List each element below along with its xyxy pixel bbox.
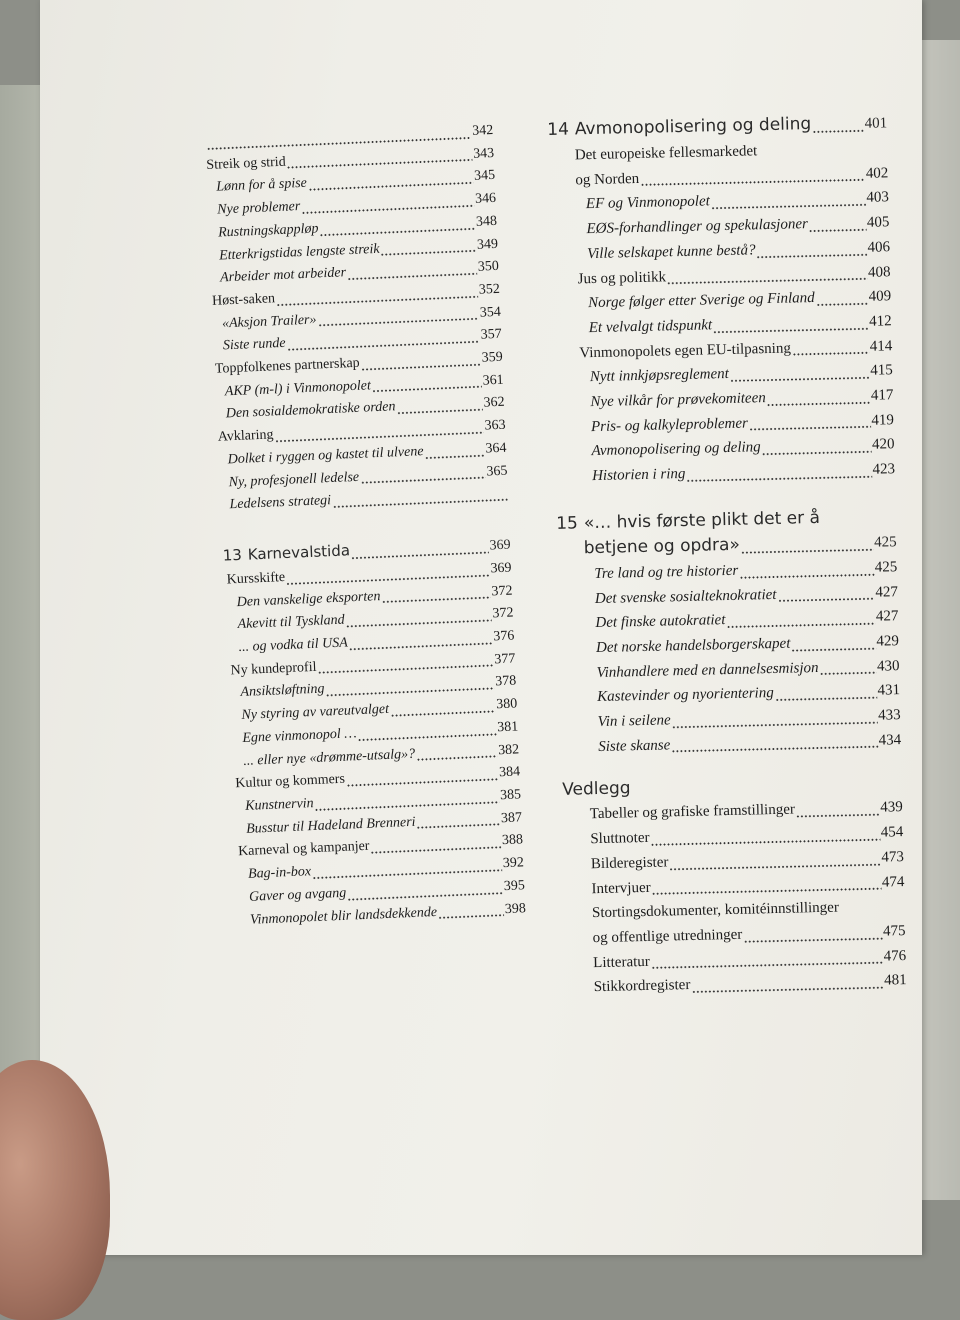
chapter-14-title: Avmonopolisering og deling [574,114,812,140]
toc-entry-page: 346 [474,190,497,207]
toc-entry-title: Rustningskappløp [217,221,319,241]
leader-dots [713,327,868,333]
toc-entry-title: Siste runde [222,336,286,354]
chapter-14-page: 401 [864,115,888,132]
toc-entry-title: Den sosialdemokratiske orden [225,399,396,422]
toc-entry-page: 348 [475,213,498,230]
chapter-15-number: 15 [555,513,579,534]
toc-entry-page: 382 [497,741,520,758]
leader-dots [762,451,871,455]
toc-entry-page: 343 [472,145,495,162]
toc-entry-title: Egne vinmonopol … [242,726,357,746]
leader-dots [438,914,504,919]
toc-entry-title: Avmonopolisering og deling [591,439,761,460]
leader-dots [372,386,482,393]
leader-dots [778,598,875,602]
toc-entry-title: Busstur til Hadeland Brenneri [245,814,416,837]
toc-entry-page: 361 [482,372,504,389]
toc-entry-page: 454 [880,824,904,841]
toc-entry-page: 369 [490,560,512,577]
chapter-15-page: 425 [874,534,897,551]
leader-dots [360,477,485,484]
toc-entry-title: Tre land og tre historier [594,562,739,582]
leader-dots [640,179,865,186]
toc-entry-title: Kultur og kommers [235,771,346,792]
toc-entry-page: 380 [495,696,518,713]
toc-entry-title: Stikkordregister [593,977,691,996]
toc-entry-title: Norge følger etter Sverige og Finland [588,290,815,312]
toc-entry-page: 431 [877,682,901,700]
leader-dots [358,733,497,741]
leader-dots [775,697,877,701]
toc-entry-page: 405 [866,214,890,231]
leader-dots [743,937,882,942]
toc-entry-title: Kastevinder og nyorientering [596,685,774,706]
toc-entry-page: 429 [876,633,900,650]
toc-entry-page: 474 [881,873,905,891]
leader-dots [749,426,871,431]
toc-entry-page: 430 [876,657,900,675]
toc-entry-page: 388 [501,832,524,849]
toc-entry-title: Bag-in-box [247,864,312,882]
toc-entry-title: Vinmonopolet blir landsdekkende [249,904,438,928]
chapter-15-title-line1: «… hvis første plikt det er å [583,507,821,534]
toc-entry-page: 476 [883,947,907,965]
toc-entry-title: Det norske handelsborgerskapet [595,635,791,656]
toc-entry-page: 350 [477,259,500,275]
leader-dots [651,839,880,846]
toc-entry-page: 359 [481,349,504,366]
toc-entry-page: 423 [872,461,896,478]
chapter-13-number: 13 [222,545,243,565]
toc-entry-page: 417 [870,387,894,404]
toc-entry-title: Ny, profesjonell ledelse [228,469,360,490]
chapter-13-page: 369 [489,537,511,554]
leader-dots [741,549,873,554]
toc-entry-page: 481 [883,972,907,989]
toc-entry-page: 402 [865,164,889,182]
leader-dots [651,962,883,969]
leader-dots [670,863,881,870]
toc-entry-title: Historien i ring [591,466,686,485]
toc-left-column [205,120,526,933]
leader-dots [767,401,870,405]
toc-entry-page: 362 [483,395,505,412]
toc-entry-title: Kursskifte [226,569,286,588]
toc-entry-title: Nytt innkjøpsreglement [589,366,730,386]
toc-entry-title: Dolket i ryggen og kastet til ulvene [227,443,424,468]
toc-entry-page: 473 [881,848,905,866]
toc-entry-title: Det europeiske fellesmarkedet [574,143,758,164]
toc-entry-title: Ny kundeprofil [230,659,317,679]
toc-entry-title: Tabeller og grafiske framstillinger [589,802,796,823]
toc-entry-title: Etterkrigstidas lengste streik [218,241,380,264]
toc-entry-title: og Norden [575,170,640,189]
toc-entry-title: Lønn for å spise [216,176,308,195]
toc-entry-page: 377 [494,651,516,668]
toc-entry-title: Siste skanse [598,737,671,755]
toc-entry-title: Nye problemer [216,199,301,218]
chapter-14-number: 14 [547,119,570,140]
leader-dots [349,642,493,650]
toc-entry-title: Ledelsens strategi [229,493,332,513]
toc-entry-page: 384 [498,764,521,781]
toc-entry-page: 433 [877,707,901,724]
chapter-13-list [223,558,526,933]
toc-entry-page: 439 [880,799,903,817]
toc-entry-title: Sluttnoter [590,830,650,848]
toc-entry-page: 349 [476,236,499,253]
toc-entry-page: 364 [485,440,507,457]
toc-entry-page: 392 [502,855,525,872]
toc-entry-page: 409 [868,288,892,305]
chapter-13-title: Karnevalstida [247,541,351,564]
toc-entry-title: Jus og politikk [577,268,667,287]
appendix-heading: Vedlegg [562,778,631,801]
toc-entry-title: Litteratur [592,953,650,971]
toc-entry-title: Ansiktsløftning [240,681,325,701]
leader-dots [672,721,877,728]
toc-entry-page: 385 [499,787,522,804]
toc-entry-title: Kunstnervin [244,796,314,814]
toc-entry-title: Stortingsdokumenter, komitéinnstillinger [591,899,840,922]
toc-entry-title: ... eller nye «drømme-utsalg»? [243,746,416,769]
chapter-15-list [557,555,901,760]
toc-entry-page: 419 [871,411,895,429]
toc-entry-page: 408 [867,263,891,281]
leader-dots [361,363,481,370]
toc-entry-title: Intervjuer [591,879,651,897]
toc-entry-page: 406 [867,239,891,256]
toc-entry-title: Det finske autokratiet [595,612,726,632]
toc-right-column [547,110,907,1001]
toc-entry-title: Den vanskelige eksporten [236,588,381,610]
toc-entry-page: 381 [496,719,519,736]
leader-dots [816,303,868,306]
toc-entry-page: 420 [871,436,895,454]
toc-entry-page: 372 [492,605,514,622]
toc-entry-title: Ny styring av vareutvalget [241,701,390,724]
toc-entry-page: 427 [875,608,899,625]
toc-entry-title: Høst-saken [211,291,276,309]
toc-entry-page: 415 [870,362,894,380]
toc-entry-page: 414 [869,337,893,355]
leader-dots [730,377,870,382]
toc-entry-title: AKP (m-l) i Vinmonopolet [224,378,372,400]
leader-dots [390,710,495,716]
toc-entry-title: Et velvalgt tidspunkt [588,317,713,337]
toc-entry-title: Ville selskapet kunne bestå? [586,242,756,262]
toc-entry-title: Toppfolkenes partnerskap [214,355,360,377]
leader-dots [397,409,483,415]
toc-entry-title: Vinhandlere med en dannelsesmisjon [596,659,819,681]
toc-entry-page: 412 [869,313,892,330]
chapter-15-title-line2: betjene og opdra» [583,534,741,559]
appendix-list [563,796,907,1001]
toc-entry-page: 372 [491,583,513,600]
toc-entry-page: 434 [878,731,902,749]
leader-dots [757,253,867,257]
leader-dots [652,888,881,895]
leader-dots [692,987,884,993]
toc-entry-title: Arbeider mot arbeider [219,265,347,286]
toc-entry-page: 425 [874,559,898,576]
leader-dots [687,476,872,482]
leader-dots [382,597,491,604]
chapter-14-list [548,136,896,489]
toc-entry-page: 352 [478,281,501,298]
leader-dots [417,824,501,829]
toc-entry-title: Akevitt til Tyskland [237,612,345,633]
leader-dots [351,551,489,559]
leader-dots [347,273,477,280]
leader-dots [792,647,876,651]
toc-entry-title: EF og Vinmonopolet [585,193,710,213]
leader-dots [711,204,866,210]
toc-entry-title: Det svenske sosialteknokratiet [594,586,777,607]
toc-entry-page: 376 [493,628,515,645]
toc-entry-page: 357 [480,327,503,343]
leader-dots [667,278,867,285]
leader-dots [416,756,497,761]
toc-entry-page: 363 [484,417,506,434]
toc-entry-page: 354 [479,304,502,321]
toc-entry-title: Vinmonopolets egen EU-tilpasning [579,340,792,361]
leader-dots [820,672,876,675]
leader-dots [739,573,874,578]
chapter-15-heading [556,504,897,563]
toc-entry-title: Streik og strid [206,154,286,173]
toc-entry-page: 378 [494,673,517,690]
leader-dots [812,130,864,133]
toc-entry-page: 398 [504,900,527,917]
toc-entry-page: 365 [486,463,508,480]
leader-dots [796,814,879,818]
toc-entry-title: Gaver og avgang [248,885,347,905]
toc-entry-page: 342 [471,122,494,139]
toc-entry-page: 387 [500,810,523,826]
toc-entry-title: Nye vilkår for prøvekomiteen [590,390,766,411]
leader-dots [792,352,869,356]
toc-entry-title: Avklaring [217,427,274,445]
toc-entry-title: Vin i seilene [597,712,671,731]
toc-entry-title: og offentlige utredninger [592,926,743,947]
toc-entry-page: 427 [875,583,899,601]
toc-left-top-list [205,120,509,518]
toc-entry-title: EØS-forhandlinger og spekulasjoner [586,216,809,238]
leader-dots [727,623,876,628]
toc-entry-page: 403 [866,189,890,207]
toc-entry-title: Bilderegister [590,854,669,873]
toc-entry-title: Karneval og kampanjer [237,839,370,860]
toc-entry-page: 395 [503,878,526,894]
toc-entry-title: Pris- og kalkyleproblemer [590,415,749,435]
toc-entry-page: 345 [473,168,496,185]
leader-dots [809,229,866,232]
toc-entry-page: 475 [882,923,906,940]
leader-dots [671,746,877,753]
toc-entry-title: «Aksjon Trailer» [221,312,317,332]
toc-entry-title: ... og vodka til USA [238,635,349,656]
leader-dots [425,454,485,459]
leader-dots [381,250,477,256]
leader-dots [371,846,502,853]
